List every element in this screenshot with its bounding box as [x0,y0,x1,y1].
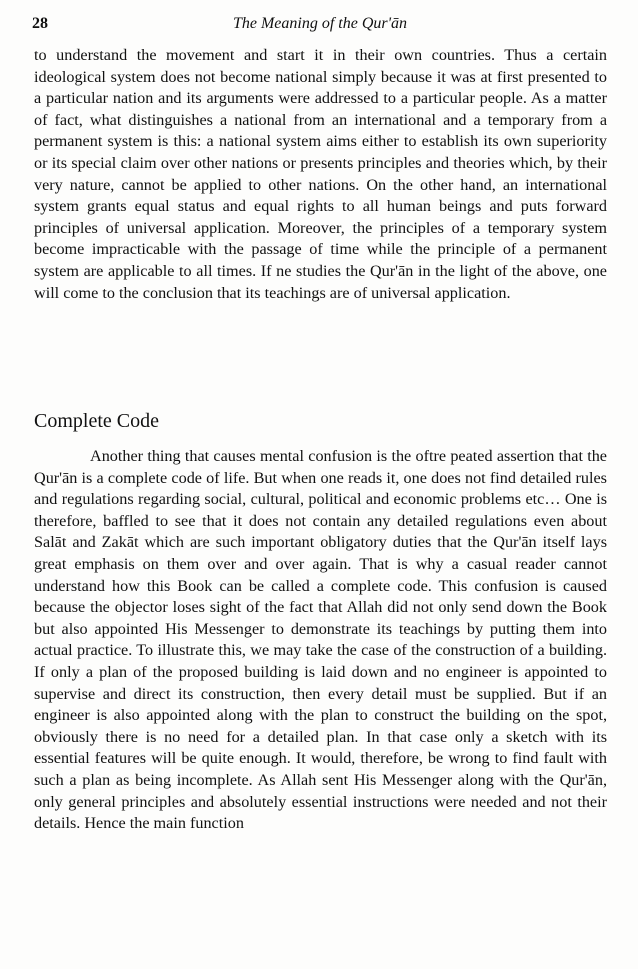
section-heading: Complete Code [34,410,159,432]
body-paragraph-1: to understand the movement and start it in their own countries. Thus a certain ideological system does not become national simply because it was at first presented to a particular nation and its arguments were addressed to a particular people. As a matter of fact, what distinguishes a national from an international and a temporary from a permanent system is this: a national system aims either to establish its own superiority or its special claim over other nations or presents principles and theories which, by their very nature, cannot be applied to other nations. On the other hand, an international system grants equal status and equal rights to all human beings and puts forward principles of universal application. Moreover, the principles of a temporary system become impracticable with the passage of time while the principle of a permanent system are applicable to all times. If ne studies the Qur'ān in the light of the above, one will come to the conclusion that its teachings are of universal application. [34,46,607,302]
page-header [32,12,608,36]
running-title: The Meaning of the Qur'ān [232,15,408,32]
page-number: 28 [32,15,48,32]
body-paragraph-2: Another thing that causes mental confusion is the oftre peated assertion that the Qur'ān is a complete code of life. But when one reads it, one does not find detailed rules and regulations regarding social, cultural, political and economic problems etc… One is therefore, baffled to see that it does not contain any detailed regulations even about Salāt and Zakāt which are such important obligatory duties that the Qur'ān itself lays great emphasis on them over and over again. That is why a casual reader cannot understand how this Book can be called a complete code. This confusion is caused because the objector loses sight of the fact that Allah did not only send down the Book but also appointed His Messenger to demonstrate its teachings by putting them into actual practice. To illustrate this, we may take the case of the construction of a building. If only a plan of the proposed building is laid down and no engineer is appointed to supervise and direct its construction, then every detail must be supplied. But if an engineer is also appointed along with the plan to construct the building on the spot, obviously there is no need for a detailed plan. In that case only a sketch with its essential features will be quite enough. It would, therefore, be wrong to find fault with such a plan as being incomplete. As Allah sent His Messenger along with the Qur'ān, only general principles and absolutely essential instructions were needed and not their details. Hence the main function [34,447,607,833]
